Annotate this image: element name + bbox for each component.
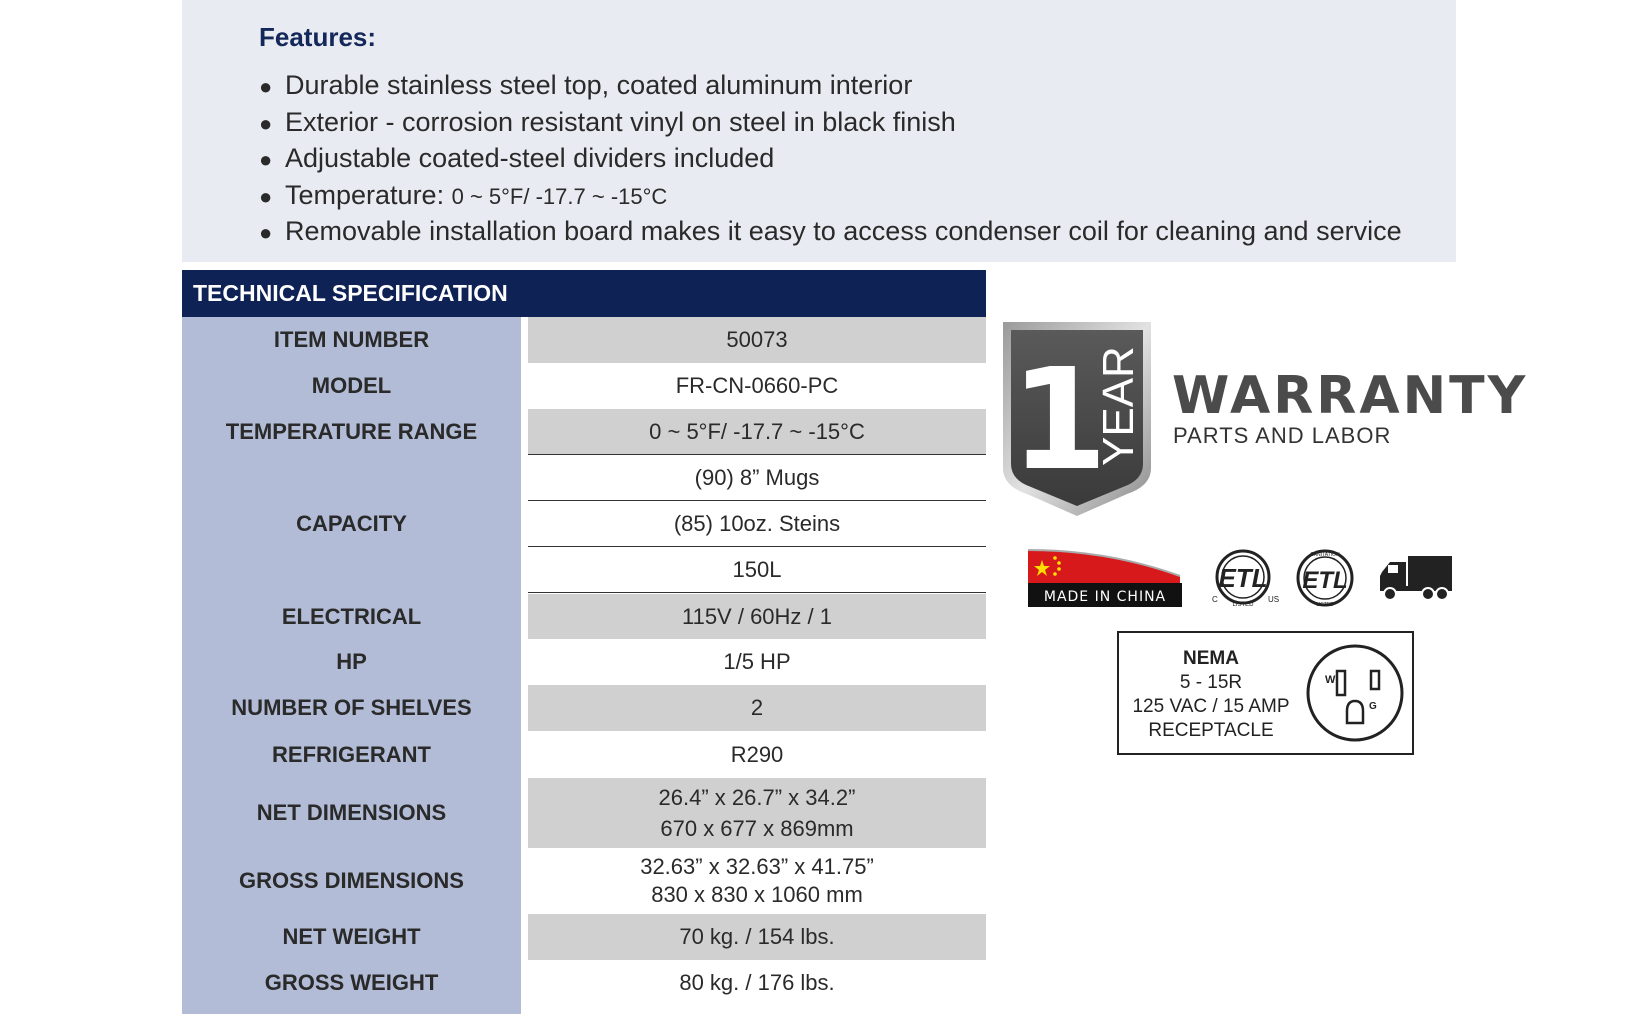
svg-text:ETL: ETL <box>1302 567 1348 594</box>
warranty-title: WARRANTY <box>1172 366 1529 426</box>
spec-value: FR-CN-0660-PC <box>675 373 839 398</box>
spec-label: CAPACITY <box>296 511 407 536</box>
made-in-china-label: MADE IN CHINA <box>1043 589 1167 605</box>
features-list <box>259 68 1402 251</box>
bullet-icon: ● <box>259 220 273 245</box>
svg-text:LISTED: LISTED <box>1316 602 1334 608</box>
nema-title: NEMA <box>1183 648 1239 669</box>
spec-value: 115V / 60Hz / 1 <box>528 594 986 639</box>
spec-label: NET WEIGHT <box>282 924 421 949</box>
spec-label: ELECTRICAL <box>281 604 422 629</box>
nema-box <box>1117 631 1414 755</box>
spec-label: GROSS DIMENSIONS <box>239 868 464 893</box>
svg-text:SANITATION: SANITATION <box>1310 552 1340 558</box>
spec-value: 0 ~ 5°F/ -17.7 ~ -15°C <box>528 409 986 455</box>
warranty-unit: YEAR <box>1094 346 1143 466</box>
bullet-icon: ● <box>259 183 273 209</box>
spec-value: 80 kg. / 176 lbs. <box>679 970 835 995</box>
spec-value: R290 <box>730 742 784 767</box>
spec-label: ITEM NUMBER <box>273 327 430 352</box>
spec-label: TEMPERATURE RANGE <box>225 419 478 444</box>
nema-type: 5 - 15R <box>1179 672 1243 693</box>
svg-text:W: W <box>1325 674 1336 686</box>
nema-kind: RECEPTACLE <box>1148 720 1274 741</box>
svg-text:C: C <box>1212 595 1218 604</box>
spec-label: NET DIMENSIONS <box>256 800 447 825</box>
spec-value: 2 <box>528 685 986 731</box>
spec-label: REFRIGERANT <box>272 742 431 767</box>
spec-label: GROSS WEIGHT <box>264 970 439 995</box>
bullet-icon: ● <box>259 147 273 172</box>
warranty-shield-icon <box>997 318 1157 518</box>
spec-value: 1/5 HP <box>723 649 791 674</box>
spec-value: 150L <box>528 547 986 593</box>
spec-header: TECHNICAL SPECIFICATION <box>182 270 986 317</box>
spec-label: NUMBER OF SHELVES <box>231 695 472 720</box>
spec-value: 26.4” x 26.7” x 34.2” 670 x 677 x 869mm <box>528 778 986 848</box>
spec-label: MODEL <box>311 373 392 398</box>
spec-value: 50073 <box>528 317 986 363</box>
features-title: Features: <box>259 22 377 52</box>
nema-text <box>1127 647 1295 743</box>
spec-value: 70 kg. / 154 lbs. <box>528 914 986 960</box>
spec-label: HP <box>336 649 367 674</box>
feature-item: ● Removable installation board makes it easy to access condenser coil for cleaning and service <box>259 214 1402 251</box>
etl-sanitation-icon <box>1294 548 1356 608</box>
features-panel <box>182 0 1456 262</box>
feature-item: ● Durable stainless steel top, coated aluminum interior <box>259 68 1402 105</box>
bullet-icon: ● <box>259 74 273 99</box>
feature-item: ● Adjustable coated-steel dividers included <box>259 141 1402 178</box>
outlet-icon <box>1305 643 1405 743</box>
truck-icon <box>1378 554 1452 602</box>
warranty-number: 1 <box>1010 339 1108 502</box>
warranty-subtitle: PARTS AND LABOR <box>1173 423 1392 448</box>
etl-listed-icon <box>1208 550 1278 608</box>
china-flag-icon <box>1028 550 1184 607</box>
spec-value: 32.63” x 32.63” x 41.75” 830 x 830 x 1060 mm <box>640 854 874 907</box>
nema-rating: 125 VAC / 15 AMP <box>1132 696 1290 717</box>
svg-text:US: US <box>1268 595 1280 604</box>
spec-value: (85) 10oz. Steins <box>528 501 986 547</box>
svg-text:LISTED: LISTED <box>1232 602 1254 608</box>
svg-text:ETL: ETL <box>1218 563 1268 593</box>
feature-item: ● Temperature: 0 ~ 5°F/ -17.7 ~ -15°C <box>259 178 1402 215</box>
svg-text:G: G <box>1369 701 1377 712</box>
spec-value: (90) 8” Mugs <box>528 455 986 501</box>
feature-item: ● Exterior - corrosion resistant vinyl on steel in black finish <box>259 105 1402 142</box>
bullet-icon: ● <box>259 110 273 136</box>
